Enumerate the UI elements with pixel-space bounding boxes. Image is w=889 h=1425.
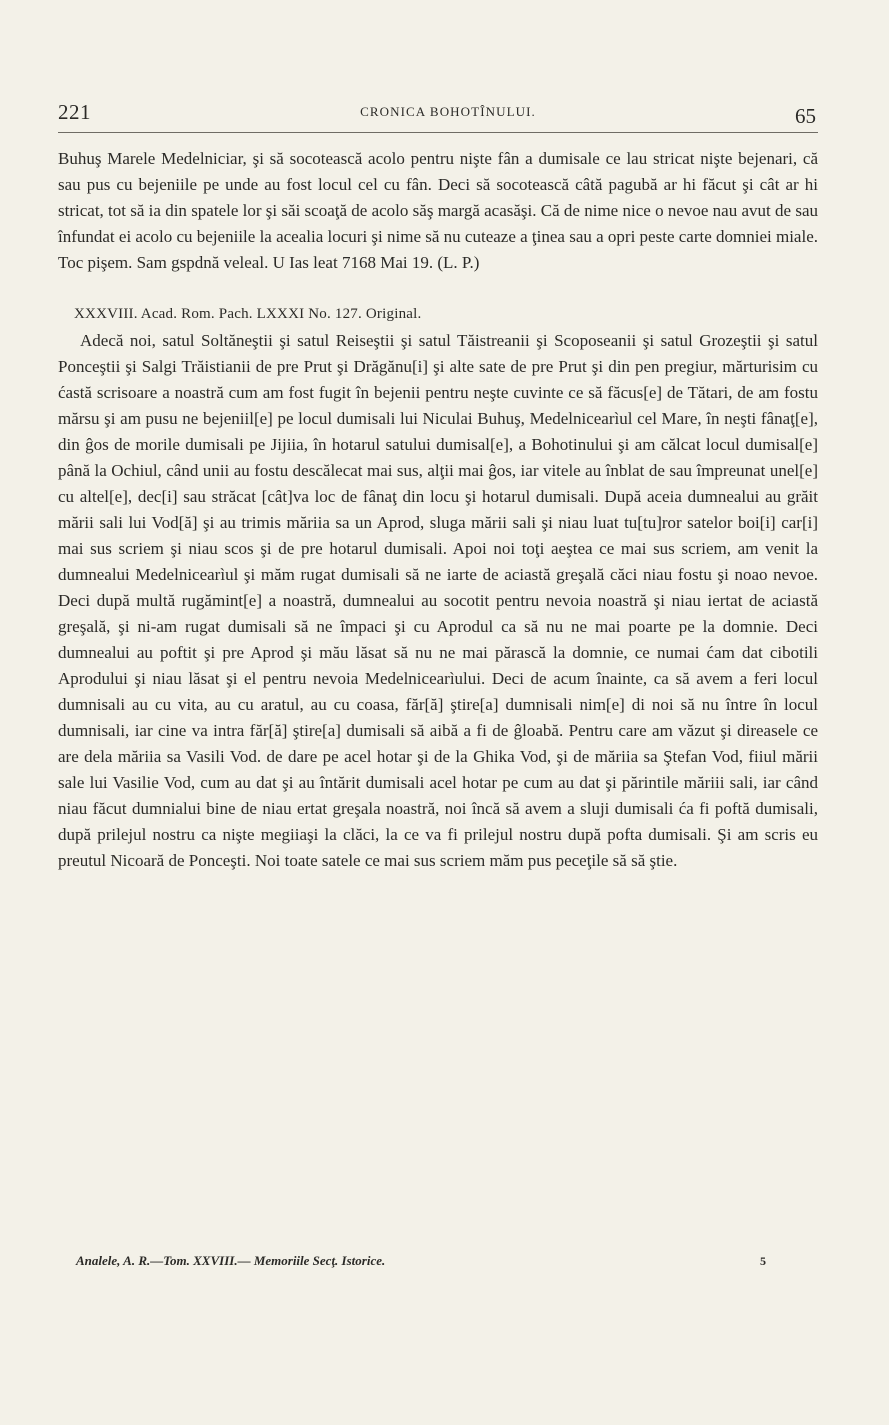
page-number-left: 221: [58, 100, 91, 124]
running-title: CRONICA BOHOTÎNULUI.: [360, 104, 536, 119]
document-reference: XXXVIII. Acad. Rom. Pach. LXXXI No. 127. Original.: [74, 306, 422, 322]
paragraph-document-text: Adecă noi, satul Soltăneştii şi satul Reiseştii şi satul Tăistreanii şi Scoposeanii şi satul Grozeştii şi satul Ponceştii şi Salgi Trăistianii de pre Prut şi Drăgănu[i] şi alte sate de pre Prut şi din pen pregiur, mărturisim cu ćastă scrisoare a noastră cum am fost fugit în bejenii pentru neşte cuvinte ce să făcus[e] de Tătari, de am fostu mărsu şi am pusu ne bejeniil[e] pe locul dumisali lui Niculai Buhuş, Medelnicearìul cel Mare, în neşti fânaţ[e], din ĝos de morile dumisali pe Jijiia, în hotarul satului dumisal[e], a Bohotinului şi am călcat locul dumisal[e] până la Ochiul, când unii au fostu descălecat mai sus, alţii mai ĝos, iar vitele au înblat de sau împreunat unel[e] cu altel[e], dec[i] sau străcat [cât]va loc de fânaţ din locu şi hotarul dumisali. După aceia dumnealui au grăit mării sali lui Vod[ă] şi au trimis măriia sa un Aprod, sluga mării sali şi niau luat tu[tu]ror satelor boi[i] car[i] mai sus scriem şi niau scos şi de pre hotarul dumisali. Apoi noi toţi aeştea ce mai sus scriem, am venit la dumnealui Medelnicearìul şi măm rugat dumisali să ne iarte de aciastă greşală căci niau fostu şi noao nevoe. Deci după multă rugămint[e] a noastră, dumnealui au socotit pentru nevoia noastră şi niau iertat de aciastă greşală, şi ni-am rugat dumisali să ne împaci şi cu Aprodul ca să nu ne mai poarte pe la domnie. Deci dumnealui au poftit şi pre Aprod şi mău lăsat să nu ne mai părască la domnie, ce numai ćam dat cibotili Aprodului şi niau lăsat şi el pentru nevoia Medelnicearìului. Deci de acum înainte, ca să avem a feri locul dumnisali au cu vita, au cu aratul, au cu coasa, făr[ă] ştire[a] dumnisali nim[e] di noi să nu între în locul dumnisali, iar cine va intra făr[ă] ştire[a] dumisali să aibă a fi de ĝloabă. Pentru care am văzut şi direasele ce are dela măriia sa Vasili Vod. de dare pe acel hotar şi de la Ghika Vod, şi de măriia sa Ştefan Vod, fiiul mării sale lui Vasilie Vod, cum au dat şi au întărit dumisali acel hotar pe cum au dat şi părintile măriii sali, iar când niau făcut dumnialui bine de niau ertat greşala noastră, noi încă să avem a sluji dumisali ća fi poftă dumisali, după prilejul nostru ca nişte megiiaşi la clăci, la ce va fi prilejul nostru după pofta dumisali. Şi am scris eu preutul Nicoară de Ponceşti. Noi toate satele ce mai sus scriem măm pus peceţile să să ştie.: [58, 331, 818, 870]
signature-mark: 5: [760, 1254, 766, 1268]
paragraph-continuation: Buhuş Marele Medelniciar, şi să socotească acolo pentru nişte fân a dumisale ce lau stricat nişte bejenari, că sau pus cu bejeniile pe unde au fost locul cel cu fân. Deci să socotească câtă pagubă ar hi făcut şi cât ar hi stricat, tot să ia din spatele lor şi săi scoaţă de acolo săş margă acasăşi. Că de nime nice o nevoe nau avut de sau înfundat ei acolo cu bejeniile la acealia locuri şi nime să nu cuteaze a ţinea sau a opri peste carte domniei miale. Toc pişem. Sam gspdnă veleal. U Ias leat 7168 Mai 19. (L. P.): [58, 149, 818, 272]
footer-citation: Analele, A. R.—Tom. XXVIII.— Memoriile Secţ. Istorice.: [76, 1253, 386, 1268]
page-header: [58, 98, 818, 133]
page-number-right: 65: [795, 104, 816, 128]
page-body: [58, 146, 818, 874]
